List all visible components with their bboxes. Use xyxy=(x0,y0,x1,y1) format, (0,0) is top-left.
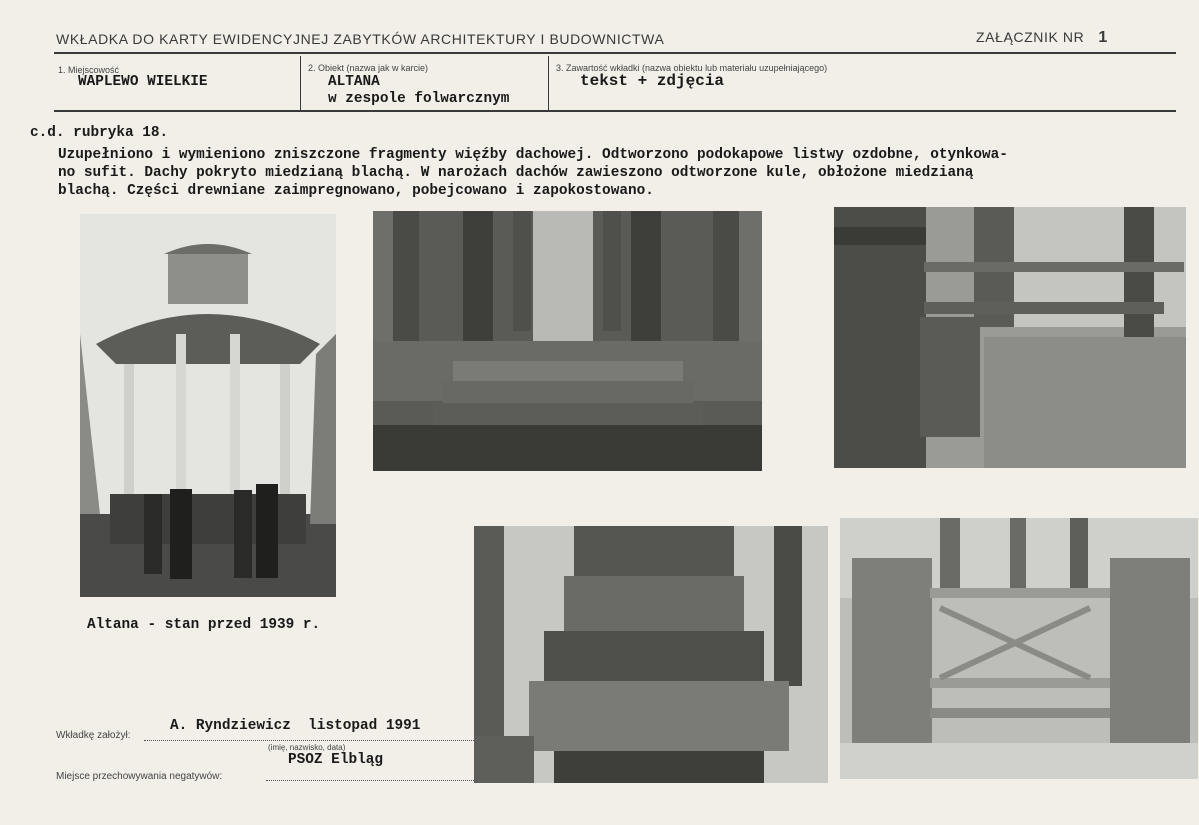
description-line-2: no sufit. Dachy pokryto miedzianą blachą. W narożach dachów zawieszono odtworzone kule, obłożone miedzianą xyxy=(58,165,974,181)
photo-bench-detail xyxy=(834,207,1186,468)
content-value: tekst + zdjęcia xyxy=(580,72,725,90)
photo-gazebo-steps xyxy=(373,211,762,471)
attachment-label: ZAŁĄCZNIK NR xyxy=(976,29,1085,45)
place-label: 1. Miejscowość xyxy=(58,65,120,75)
place-value: WAPLEWO WIELKIE xyxy=(78,74,208,90)
created-by-label: Wkładkę założył: xyxy=(56,730,131,741)
attachment-number-block xyxy=(976,29,1108,47)
field-divider-2 xyxy=(548,56,549,112)
object-value-line2: w zespole folwarcznym xyxy=(328,91,510,107)
description-line-1: Uzupełniono i wymieniono zniszczone fragmenty więźby dachowej. Odtworzono podokapowe listwy ozdobne, otynkowa- xyxy=(58,147,1008,163)
photo-balustrade xyxy=(840,518,1198,779)
description-line-3: blachą. Części drewniane zaimpregnowano, pobejcowano i zapokostowano. xyxy=(58,183,654,199)
header-rule xyxy=(54,52,1176,54)
negatives-location-value: PSOZ Elbląg xyxy=(288,752,383,768)
photo-historic-gazebo xyxy=(80,214,336,597)
form-title: WKŁADKA DO KARTY EWIDENCYJNEJ ZABYTKÓW ARCHITEKTURY I BUDOWNICTWA xyxy=(56,31,665,47)
created-by-sublabel: (imię, nazwisko, data) xyxy=(268,743,346,752)
attachment-number: 1 xyxy=(1098,29,1108,46)
negatives-location-label: Miejsce przechowywania negatywów: xyxy=(56,771,223,782)
object-label: 2. Obiekt (nazwa jak w karcie) xyxy=(308,63,429,73)
content-label: 3. Zawartość wkładki (nazwa obiektu lub materiału uzupełniającego) xyxy=(556,63,828,73)
created-by-value: A. Ryndziewicz listopad 1991 xyxy=(170,718,421,734)
created-by-dots xyxy=(144,740,474,741)
negatives-dots xyxy=(266,780,474,781)
field-divider-1 xyxy=(300,56,301,112)
object-value-line1: ALTANA xyxy=(328,74,380,90)
description-paragraph xyxy=(58,146,1168,200)
field-row-rule xyxy=(54,110,1176,112)
historic-photo-caption: Altana - stan przed 1939 r. xyxy=(87,617,321,633)
photo-column-base xyxy=(474,526,828,783)
section-reference: c.d. rubryka 18. xyxy=(30,125,169,141)
